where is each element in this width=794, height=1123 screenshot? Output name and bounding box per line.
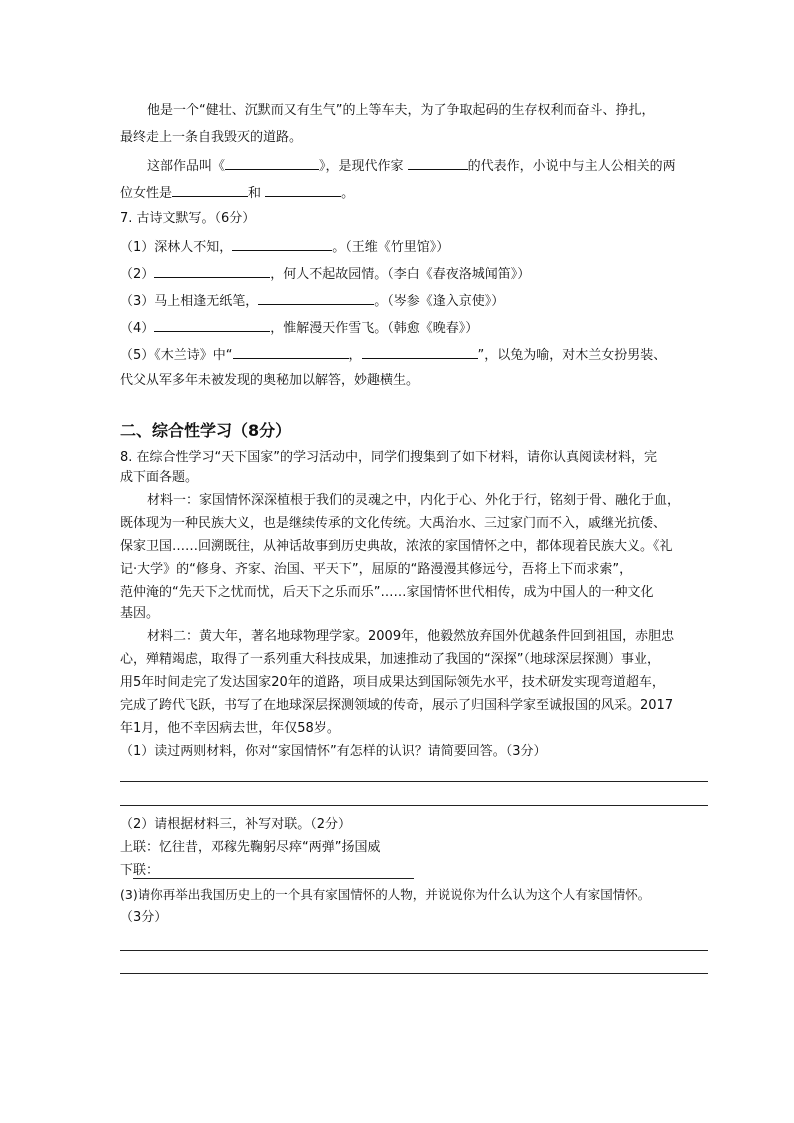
couplet-lower-label: 下联： (120, 863, 160, 878)
question-item (120, 344, 708, 366)
answer-blank[interactable] (172, 182, 248, 197)
material-two-line: 年1月，他不幸因病去世，年仅58岁。 (120, 721, 340, 736)
sub-question: (3)请你再举出我国历史上的一个具有家国情怀的人物，并说说你为什么认为这个人有家国情怀。 (120, 887, 651, 902)
material-one-line: 基因。 (120, 606, 160, 621)
sub-question: （3分） (120, 910, 168, 925)
paragraph-line: 8. 在综合性学习“天下国家”的学习活动中，同学们搜集到了如下材料，请你认真阅读材料，完 (120, 450, 658, 465)
material-one-line: 既体现为一种民族大义，也是继续传承的文化传统。大禹治水、三过家门而不入，戚继光抗倭、 (120, 516, 667, 531)
answer-blank[interactable] (154, 317, 270, 332)
answer-blank[interactable] (225, 155, 319, 170)
answer-blank[interactable] (232, 236, 332, 251)
text-segment: 》，是现代作家 (319, 159, 404, 174)
text-segment: （4） (120, 321, 155, 336)
material-two-line: 材料二：黄大年，著名地球物理学家。2009年，他毅然放弃国外优越条件回到祖国，赤胆忠 (147, 629, 675, 644)
material-two-line: 完成了跨代飞跃，书写了在地球深层探测领域的传奇，展示了归国科学家至诚报国的风采。2017 (120, 698, 674, 713)
material-one-line: 记·大学》的“修身、齐家、治国、平天下”，屈原的“路漫漫其修远兮，吾将上下而求索”， (120, 562, 633, 577)
text-segment: 。（王维《竹里馆》） (332, 240, 450, 255)
text-segment: 位女性是 (120, 186, 173, 201)
answer-line[interactable] (120, 805, 708, 806)
paragraph-line: 他是一个“健壮、沉默而又有生气”的上等车夫，为了争取起码的生存权利而奋斗、挣扎， (147, 103, 655, 118)
question-item (120, 236, 708, 258)
answer-line[interactable] (120, 973, 708, 974)
text-segment: 。 (341, 186, 355, 201)
text-segment: 和 (248, 186, 262, 201)
text-segment: （3）马上相逢无纸笔， (120, 294, 259, 309)
question-title: 7. 古诗文默写。（6分） (120, 211, 256, 226)
text-segment: 。（岑参《逢入京使》） (374, 294, 505, 309)
question-item (120, 263, 708, 285)
answer-line[interactable] (120, 781, 708, 782)
question-item (120, 317, 708, 339)
answer-line[interactable] (120, 950, 708, 951)
sub-question: （2）请根据材料三，补写对联。（2分） (120, 817, 352, 832)
section-title: 二、综合性学习（8分） (120, 421, 292, 440)
material-one-line: 保家卫国……回溯既往，从神话故事到历史典故，浓浓的家国情怀之中，都体现着民族大义。《礼 (120, 539, 673, 554)
text-segment: 的代表作，小说中与主人公相关的两 (467, 159, 676, 174)
paragraph-line: 最终走上一条自我毁灭的道路。 (120, 130, 303, 145)
answer-blank[interactable] (154, 263, 270, 278)
material-two-line: 用5年时间走完了发达国家20年的道路，项目成果达到国际领先水平，技术研发实现弯道超车， (120, 675, 665, 690)
text-segment: 这部作品叫《 (147, 159, 226, 174)
text-segment: ”，以兔为喻，对木兰女扮男装、 (477, 348, 667, 363)
paragraph-line: 成下面各题。 (120, 470, 199, 485)
answer-blank[interactable] (362, 344, 478, 359)
question-item (120, 290, 708, 312)
text-segment: （1）深林人不知， (120, 240, 233, 255)
material-one-line: 材料一：家国情怀深深植根于我们的灵魂之中，内化于心、外化于行，铭刻于骨、融化于血， (147, 493, 681, 508)
text-segment: （2） (120, 267, 155, 282)
material-one-line: 范仲淹的“先天下之忧而忧，后天下之乐而乐”……家国情怀世代相传，成为中国人的一种文化 (120, 585, 654, 600)
text-segment: （5）《木兰诗》中“ (120, 348, 233, 363)
answer-blank[interactable] (258, 290, 374, 305)
text-segment: ， (348, 348, 362, 363)
answer-line[interactable] (133, 878, 414, 879)
couplet-upper: 上联：忆往昔，邓稼先鞠躬尽瘁“两弹”扬国威 (120, 840, 381, 855)
text-segment: ，惟解漫天作雪飞。（韩愈《晚春》） (270, 321, 479, 336)
answer-blank[interactable] (233, 344, 349, 359)
text-segment: ，何人不起故园情。（李白《春夜洛城闻笛》） (270, 267, 531, 282)
answer-blank[interactable] (408, 155, 468, 170)
answer-blank[interactable] (265, 182, 341, 197)
question-item: 代父从军多年未被发现的奥秘加以解答，妙趣横生。 (120, 373, 420, 388)
fill-in-line (147, 155, 708, 177)
material-two-line: 心，殚精竭虑，取得了一系列重大科技成果，加速推动了我国的“深探”（地球深层探测）事业， (120, 652, 660, 667)
fill-in-line (120, 182, 708, 204)
sub-question: （1）读过两则材料，你对“家国情怀”有怎样的认识？请简要回答。（3分） (120, 744, 547, 759)
